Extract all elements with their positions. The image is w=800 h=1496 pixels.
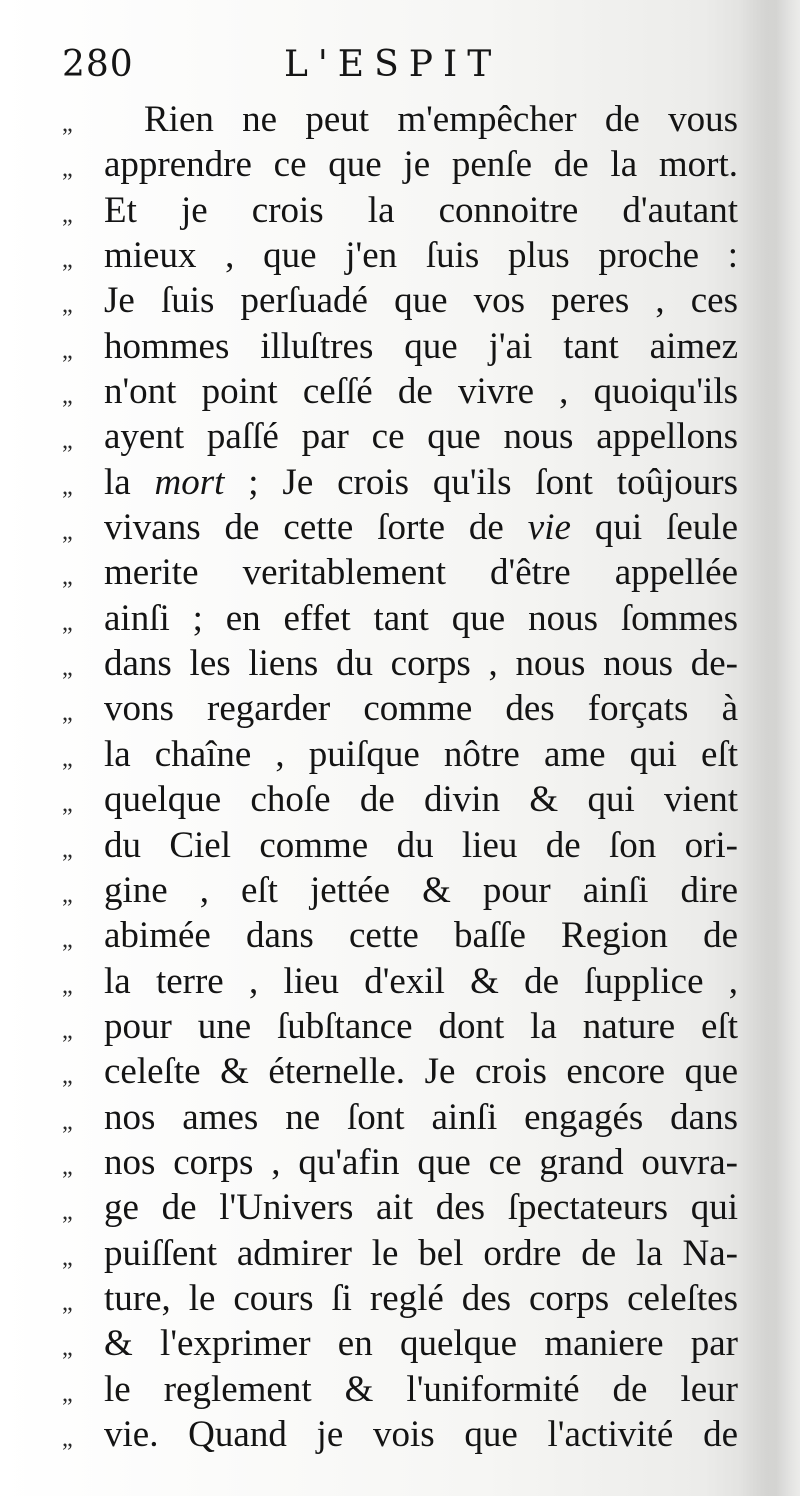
text-line [62,415,738,460]
text-line [62,1368,738,1413]
quotation-mark: „ [62,1108,72,1135]
line-text: n'ont point ceſſé de vivre , quoiqu'ils [104,371,738,413]
quotation-mark: „ [62,292,72,319]
text-line [62,597,738,642]
line-text: hommes illuſtres que j'ai tant aimez [104,325,738,367]
line-text: ture, le cours ſi reglé des corps celeſtes [104,1277,738,1319]
running-head: L'ESPIT [284,44,502,85]
quotation-mark: „ [62,700,72,727]
line-text: nos corps , qu'afin que ce grand ouvra- [104,1141,738,1183]
italic-word: mort [154,461,225,503]
line-text: la terre , lieu d'exil & de ſupplice , [104,960,738,1002]
text-line [62,824,738,869]
line-text: vie. Quand je vois que l'activité de [104,1413,738,1455]
line-text: gine , eſt jettée & pour ainſi dire [104,869,738,911]
quotation-mark: „ [62,1380,72,1407]
text-line [62,1232,738,1277]
quotation-mark: „ [62,1425,72,1452]
quotation-mark: „ [62,927,72,954]
quotation-mark: „ [62,201,72,228]
text-line [62,1050,738,1095]
line-text: la mort ; Je crois qu'ils ſont toûjours [104,461,738,503]
quotation-mark: „ [62,111,72,137]
line-text: abimée dans cette baſſe Region de [104,915,738,957]
line-text: ge de l'Univers ait des ſpectateurs qui [104,1187,738,1229]
line-text: celeſte & éternelle. Je crois encore que [104,1051,738,1093]
text-line [62,1096,738,1141]
quotation-mark: „ [62,1017,72,1044]
text-line [62,1277,738,1322]
text-line [62,1322,738,1367]
text-line [62,551,738,596]
line-text: Rien ne peut m'empêcher de vous [144,99,738,140]
text-line [62,687,738,732]
line-text: le reglement & l'uniformité de leur [104,1368,738,1410]
text-line [62,1141,738,1186]
quotation-mark: „ [62,1244,72,1271]
text-line [62,279,738,324]
line-text: pour une ſubſtance dont la nature eſt [104,1005,738,1047]
line-text: merite veritablement d'être appellée [104,552,738,594]
line-text: Et je crois la connoitre d'autant [104,189,738,231]
line-text: ainſi ; en effet tant que nous ſommes [104,597,738,639]
text-line [62,1186,738,1231]
quotation-mark: „ [62,609,72,636]
quotation-mark: „ [62,745,72,772]
text-line [62,98,738,143]
quotation-mark: „ [62,247,72,274]
quotation-mark: „ [62,156,72,183]
line-text: ayent paſſé par ce que nous appellons [104,416,738,458]
text-line [62,143,738,188]
text-line [62,189,738,234]
line-text: vons regarder comme des forçats à [104,688,738,730]
text-line [62,778,738,823]
line-text: Je ſuis perſuadé que vos peres , ces [104,280,738,322]
text-line [62,960,738,1005]
quotation-mark: „ [62,473,72,500]
text-line [62,869,738,914]
quotation-mark: „ [62,564,72,591]
line-text: vivans de cette ſorte de vie qui ſeule [104,507,738,549]
text-line [62,325,738,370]
quotation-mark: „ [62,383,72,410]
line-text: quelque choſe de divin & qui vient [104,779,738,821]
quotation-mark: „ [62,1199,72,1226]
text-line [62,461,738,506]
quotation-mark: „ [62,836,72,863]
page-header [62,44,722,96]
line-text: & l'exprimer en quelque maniere par [104,1323,738,1365]
body-text [62,98,738,1458]
line-text: du Ciel comme du lieu de ſon ori- [104,824,738,866]
quotation-mark: „ [62,1289,72,1316]
quotation-mark: „ [62,1063,72,1090]
quotation-mark: „ [62,972,72,999]
line-text: puiſſent admirer le bel ordre de la Na- [104,1232,738,1274]
quotation-mark: „ [62,1153,72,1180]
line-text: apprendre ce que je penſe de la mort. [104,144,738,186]
quotation-mark: „ [62,428,72,455]
line-text: mieux , que j'en ſuis plus proche : [104,235,738,277]
text-line [62,234,738,279]
text-line [62,370,738,415]
quotation-mark: „ [62,655,72,682]
quotation-mark: „ [62,791,72,818]
page-number: 280 [62,44,134,85]
line-text: nos ames ne ſont ainſi engagés dans [104,1096,738,1138]
italic-word: vie [527,507,571,549]
page-edge-shadow [740,0,800,1496]
quotation-mark: „ [62,1335,72,1362]
line-text: la chaîne , puiſque nôtre ame qui eſt [104,733,738,775]
text-line [62,1413,738,1458]
text-line [62,1005,738,1050]
line-text: dans les liens du corps , nous nous de- [104,643,738,685]
quotation-mark: „ [62,881,72,908]
text-line [62,642,738,687]
text-line [62,506,738,551]
text-line [62,733,738,778]
quotation-mark: „ [62,519,72,546]
text-line [62,914,738,959]
quotation-mark: „ [62,337,72,364]
